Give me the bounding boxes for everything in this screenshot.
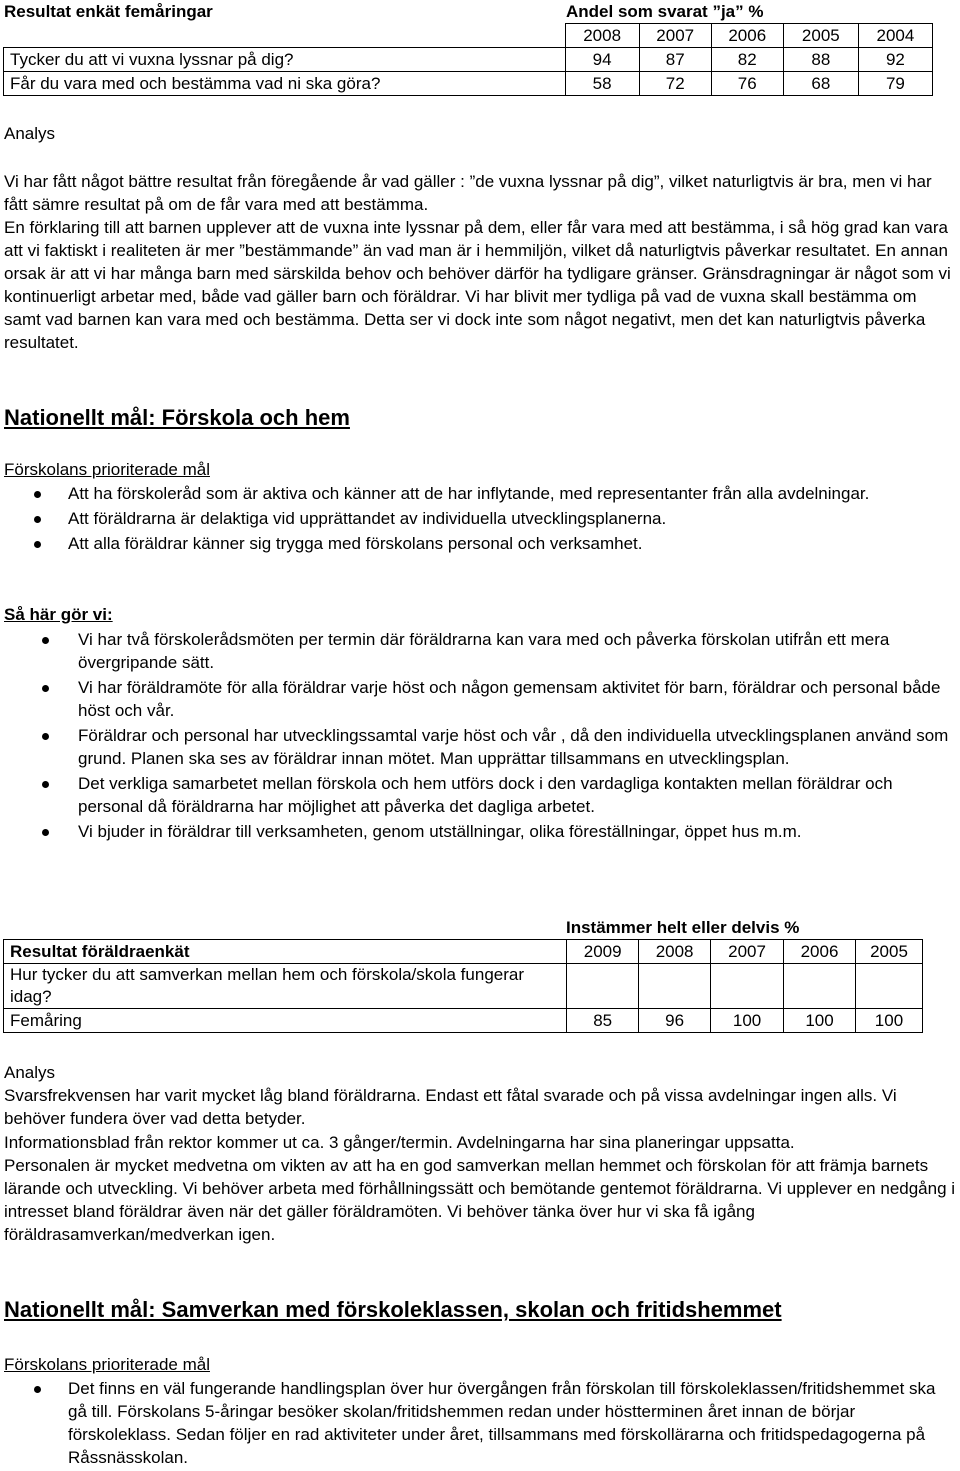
value-cell: 82 [711,48,783,72]
table-row [4,48,933,72]
value-cell: 88 [783,48,858,72]
list-item [4,772,956,818]
analys-paragraph: Informationsblad från rektor kommer ut ca. 3 gånger/termin. Avdelningarna har sina planeringar uppsatta. [4,1133,795,1152]
year-cell: 2009 [567,940,639,964]
section-subheading: Förskolans prioriterade mål [4,1355,210,1374]
list-item [4,724,956,770]
how-list [4,628,956,843]
children-survey-table [3,23,933,96]
bullet-icon [34,1386,41,1393]
list-item-text: Att föräldrarna är delaktiga vid upprättandet av individuella utvecklingsplanerna. [68,509,667,528]
list-item [4,628,956,674]
bullet-icon [42,685,49,692]
year-cell: 2007 [711,940,784,964]
year-cell: 2007 [639,24,711,48]
value-cell [639,964,711,1009]
children-survey-title-bold: Resultat enkät femåringar [4,2,213,21]
list-item [4,676,956,722]
value-cell: 79 [858,72,932,96]
value-cell [711,964,784,1009]
analys-paragraph: Svarsfrekvensen har varit mycket låg bland föräldrarna. Endast ett fåtal svarade och på vissa avdelningar ingen alls. Vi behöver fundera över vad detta betyder. [4,1086,897,1128]
list-item-text: Vi har två förskolerådsmöten per termin där föräldrarna kan vara med och påverka förskolan utifrån ett mera övergripande sätt. [78,630,890,672]
analys-paragraph: Personalen är mycket medvetna om vikten av att ha en god samverkan mellan hemmet och förskolan för att främja barnets lärande och utveckling. Vi behöver arbeta med förhållningssätt och bemötande gentemot föräldrarna. Vi upplever en nedgång i intresset bland föräldrar även när det gäller föräldramöten. Vi behöver tänka över hur vi ska få igång föräldrasamverkan/medverkan igen. [4,1156,956,1244]
children-survey-header: Andel som svarat ”ja” % [566,2,764,21]
question-cell: Femåring [4,1009,567,1033]
table-row [4,964,923,1009]
parent-survey-header: Instämmer helt eller delvis % [566,918,800,937]
value-cell: 100 [855,1009,922,1033]
question-cell: Hur tycker du att samverkan mellan hem och förskola/skola fungerar idag? [4,964,567,1009]
year-cell: 2006 [784,940,856,964]
section-heading: Nationellt mål: Samverkan med förskoleklassen, skolan och fritidshemmet [4,1297,782,1322]
list-item-text: Det finns en väl fungerande handlingsplan över hur övergången från förskolan till förskoleklassen/fritidshemmet ska gå till. Förskolans 5-åringar besöker skolan/fritidshemmen redan under höstterminen året innan de börjar förskoleklass. Sedan följer en rad aktiviteter under året, tillsammans med förskollärarna och fritidspedagogerna på Råssnässkolan. [68,1379,936,1467]
year-cell: 2005 [783,24,858,48]
value-cell: 85 [567,1009,639,1033]
analys-heading: Analys [4,124,56,143]
value-cell: 76 [711,72,783,96]
parent-survey-title: Resultat föräldraenkät [4,940,567,964]
value-cell: 58 [565,72,639,96]
year-cell: 2008 [639,940,711,964]
list-item [4,1377,956,1469]
bullet-icon [42,829,49,836]
list-item-text: Att ha förskoleråd som är aktiva och känner att de har inflytande, med representanter från alla avdelningar. [68,484,870,503]
value-cell [784,964,856,1009]
bullet-icon [42,781,49,788]
section-heading: Nationellt mål: Förskola och hem [4,405,350,430]
bullet-icon [34,541,41,548]
list-item-text: Vi har föräldramöte för alla föräldrar varje höst och någon gemensam aktivitet för barn, föräldrar och personal både höst och vår. [78,678,941,720]
table-row [4,72,933,96]
value-cell: 92 [858,48,932,72]
analys-paragraph: Vi har fått något bättre resultat från föregående år vad gäller : ”de vuxna lyssnar på dig”, vilket naturligtvis är bra, men vi har fått sämre resultat på om de får vara med att bestämma. [4,172,932,214]
list-item [4,507,956,530]
goal-list [4,1377,956,1469]
table-row [4,24,933,48]
value-cell: 96 [639,1009,711,1033]
value-cell: 72 [639,72,711,96]
how-heading: Så här gör vi: [4,605,113,624]
value-cell: 100 [711,1009,784,1033]
year-cell: 2004 [858,24,932,48]
question-cell: Får du vara med och bestämma vad ni ska göra? [4,72,566,96]
year-cell: 2008 [565,24,639,48]
table-row [4,1009,923,1033]
question-cell: Tycker du att vi vuxna lyssnar på dig? [4,48,566,72]
value-cell: 87 [639,48,711,72]
table-cell [4,24,566,48]
list-item-text: Det verkliga samarbetet mellan förskola och hem utförs dock i den vardagliga kontakten mellan föräldrar och personal då föräldrarna har möjlighet att påverka det dagliga arbetet. [78,774,893,816]
value-cell [855,964,922,1009]
table-row [4,940,923,964]
year-cell: 2005 [855,940,922,964]
list-item [4,532,956,555]
analys-paragraph: En förklaring till att barnen upplever att de vuxna inte lyssnar på dem, eller får vara med att bestämma, i så hög grad kan vara att vi faktiskt i realiteten är mer ”bestämmande” än vad man är i hemmiljön, vilket då naturligtvis påverkar resultatet. En annan orsak är att vi har många barn med särskilda behov och behöver därför ha tydligare gränser. Gränsdragningar är något som vi kontinuerligt arbetar med, både vad gäller barn och föräldrar. Vi har blivit mer tydliga på vad de vuxna skall bestämma om samt vad barnen kan vara med och bestämma. Detta ser vi dock inte som något negativt, men det kan naturligtvis påverka resultatet. [4,218,951,352]
value-cell: 68 [783,72,858,96]
list-item-text: Vi bjuder in föräldrar till verksamheten, genom utställningar, olika föreställningar, öppet hus m.m. [78,822,802,841]
section-subheading: Förskolans prioriterade mål [4,460,210,479]
bullet-icon [42,733,49,740]
list-item-text: Att alla föräldrar känner sig trygga med förskolans personal och verksamhet. [68,534,643,553]
value-cell [567,964,639,1009]
parent-survey-table [3,939,923,1033]
value-cell: 94 [565,48,639,72]
analys-heading: Analys [4,1063,56,1082]
list-item-text: Föräldrar och personal har utvecklingssamtal varje höst och vår , då den individuella utvecklingsplanen använd som grund. Planen ska ses av föräldrar innan mötet. Man upprättar tillsammans en utvecklingsplan. [78,726,949,768]
value-cell: 100 [784,1009,856,1033]
bullet-icon [34,491,41,498]
bullet-icon [42,637,49,644]
bullet-icon [34,516,41,523]
goal-list [4,482,956,555]
year-cell: 2006 [711,24,783,48]
list-item [4,482,956,505]
list-item [4,820,956,843]
